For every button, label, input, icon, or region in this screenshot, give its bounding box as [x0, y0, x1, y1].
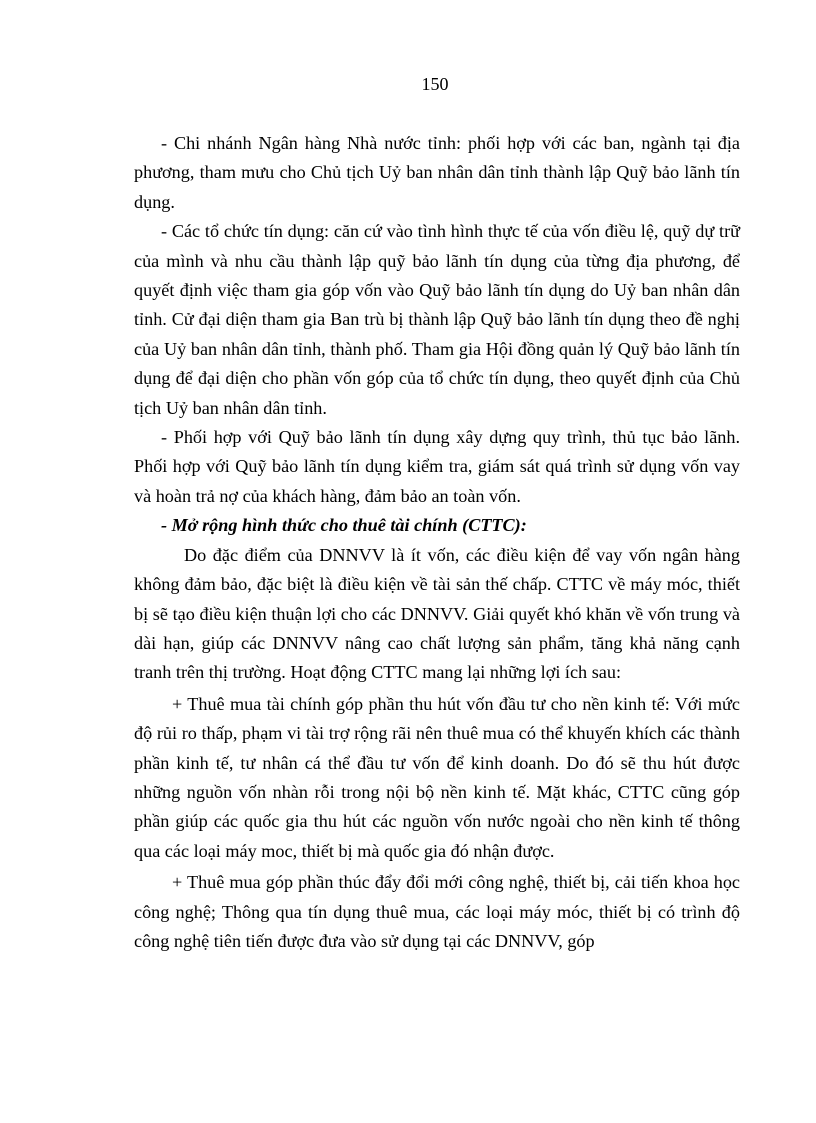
paragraph-benefit-technology: + Thuê mua góp phần thúc đẩy đổi mới công nghệ, thiết bị, cải tiến khoa học công nghệ; Thông qua tín dụng thuê mua, các loại máy móc, thiết bị có trình độ công nghệ tiên tiến được đưa vào sử dụng tại các DNNVV, góp: [134, 872, 740, 951]
page-number: 150: [421, 74, 449, 94]
document-body: [134, 129, 740, 956]
paragraph-credit-institutions: - Các tổ chức tín dụng: căn cứ vào tình hình thực tế của vốn điều lệ, quỹ dự trữ của mình và nhu cầu thành lập quỹ bảo lãnh tín dụng của từng địa phương, để quyết định việc tham gia góp vốn vào Quỹ bảo lãnh tín dụng do Uỷ ban nhân dân tỉnh. Cử đại diện tham gia Ban trù bị thành lập Quỹ bảo lãnh tín dụng theo đề nghị của Uỷ ban nhân dân tỉnh, thành phố. Tham gia Hội đồng quản lý Quỹ bảo lãnh tín dụng để đại diện cho phần vốn góp của tổ chức tín dụng, theo quyết định của Chủ tịch Uỷ ban nhân dân tỉnh.: [134, 221, 740, 418]
paragraph-state-bank: - Chi nhánh Ngân hàng Nhà nước tỉnh: phối hợp với các ban, ngành tại địa phương, tham mưu cho Chủ tịch Uỷ ban nhân dân tỉnh thành lập Quỹ bảo lãnh tín dụng.: [134, 133, 740, 212]
section-heading-financial-leasing: - Mở rộng hình thức cho thuê tài chính (CTTC):: [161, 515, 527, 536]
paragraph-sme-characteristics: Do đặc điểm của DNNVV là ít vốn, các điều kiện để vay vốn ngân hàng không đảm bảo, đặc biệt là điều kiện về tài sản thế chấp. CTTC về máy móc, thiết bị sẽ tạo điều kiện thuận lợi cho các DNNVV. Giải quyết khó khăn về vốn trung và dài hạn, giúp các DNNVV nâng cao chất lượng sản phẩm, tăng khả năng cạnh tranh trên thị trường. Hoạt động CTTC mang lại những lợi ích sau:: [134, 544, 740, 683]
paragraph-benefit-investment: + Thuê mua tài chính góp phần thu hút vốn đầu tư cho nền kinh tế: Với mức độ rủi ro thấp, phạm vi tài trợ rộng rãi nên thuê mua có thể khuyến khích các thành phần kinh tế, tư nhân cá thể đầu tư vốn để kinh doanh. Do đó sẽ thu hút được những nguồn vốn nhàn rỗi trong nội bộ nền kinh tế. Mặt khác, CTTC cũng góp phần giúp các quốc gia thu hút các nguồn vốn nước ngoài cho nền kinh tế thông qua các loại máy moc, thiết bị mà quốc gia đó nhận được.: [134, 693, 740, 861]
paragraph-cooperation: - Phối hợp với Quỹ bảo lãnh tín dụng xây dựng quy trình, thủ tục bảo lãnh. Phối hợp với Quỹ bảo lãnh tín dụng kiểm tra, giám sát quá trình sử dụng vốn vay và hoàn trả nợ của khách hàng, đảm bảo an toàn vốn.: [134, 427, 740, 506]
